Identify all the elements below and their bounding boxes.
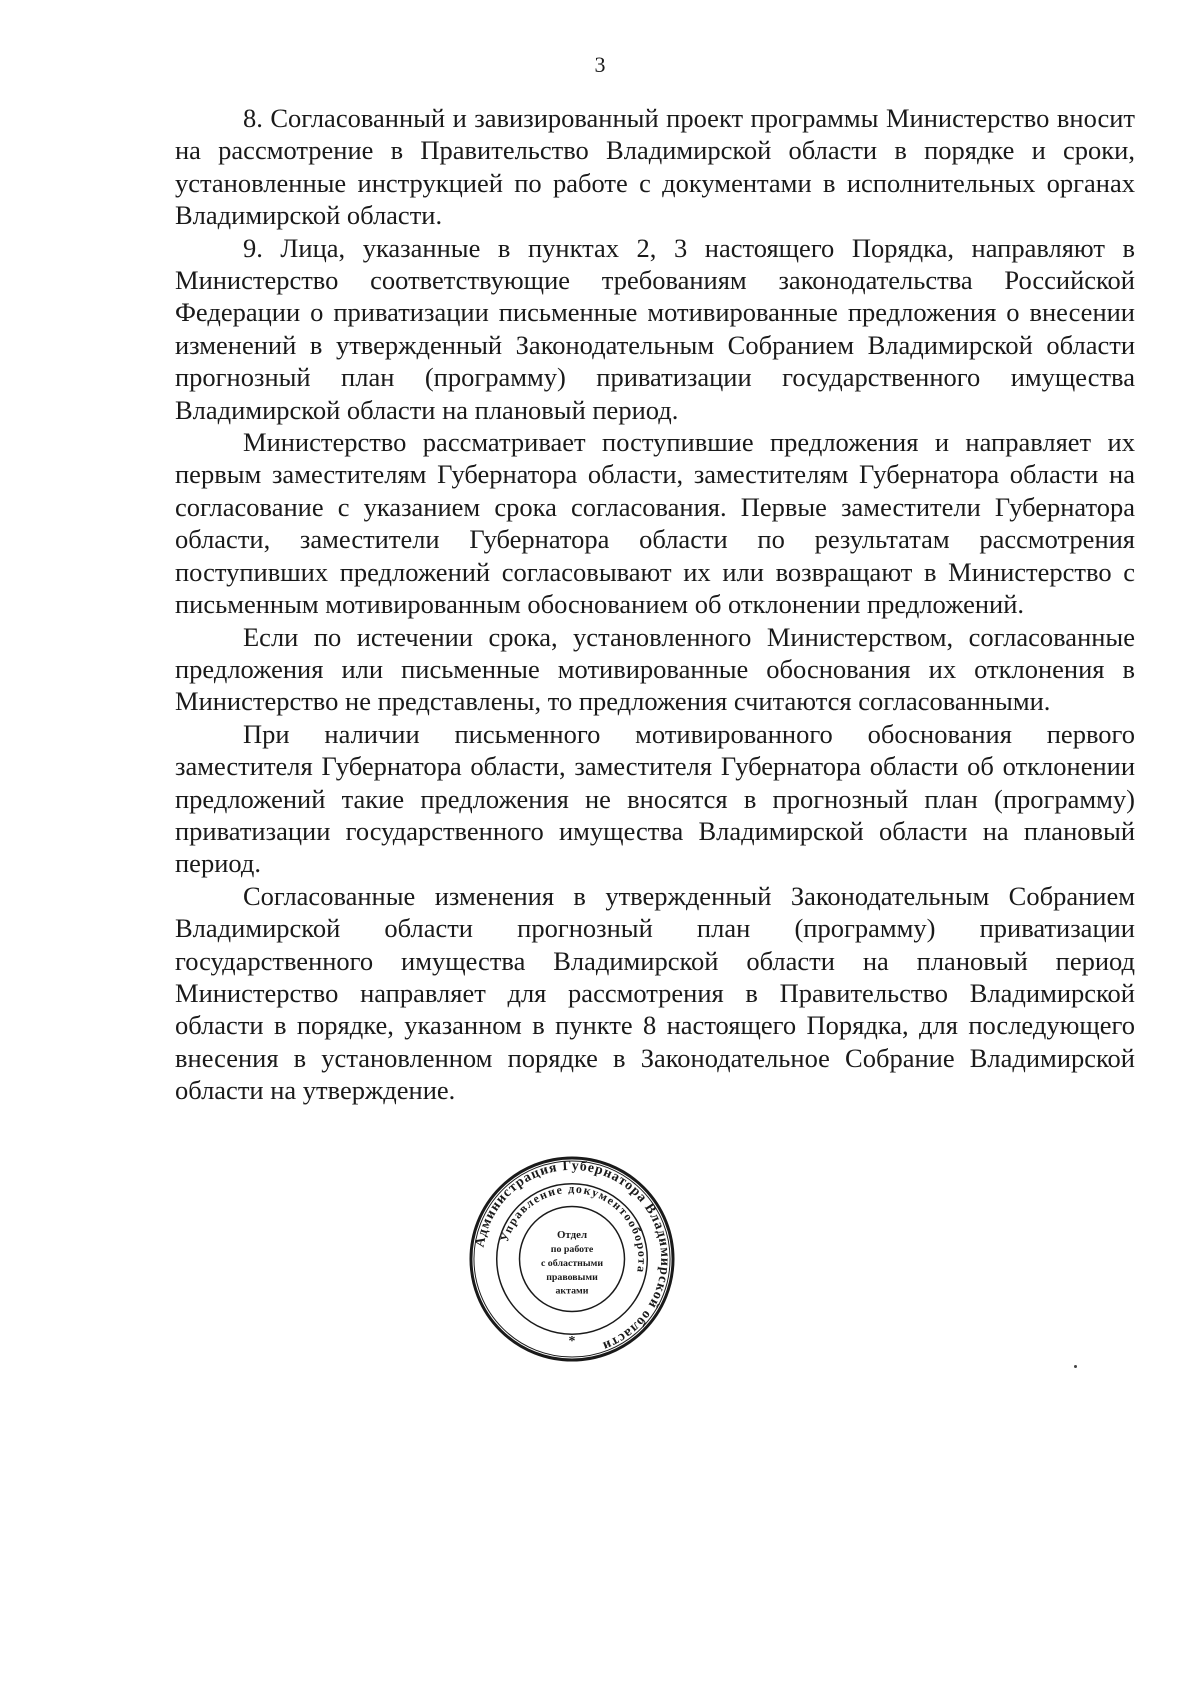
paragraph-review-procedure: Министерство рассматривает поступившие предложения и направляет их первым заместителям Губернатора области, заместителям Губернатора области на согласование с указанием срока согласования. Первые заместители Губернатора области, заместители Губернатора области по результатам рассмотрения поступивших предложений согласовывают их или возвращают в Министерство с письменным мотивированным обоснованием об отклонении предложений. (175, 427, 1135, 620)
seal-graphic (468, 1155, 676, 1363)
paragraph-item-9: 9. Лица, указанные в пунктах 2, 3 настоящего Порядка, направляют в Министерство соответствующие требованиям законодательства Российской Федерации о приватизации письменные мотивированные предложения о внесении изменений в утвержденный Законодательным Собранием Владимирской области прогнозный план (программу) приватизации государственного имущества Владимирской области на плановый период. (175, 232, 1135, 425)
official-seal-stamp (468, 1155, 676, 1363)
seal-center-line: по работе (550, 1244, 594, 1256)
seal-center-line: правовыми (546, 1271, 598, 1283)
seal-center-line: актами (555, 1285, 589, 1297)
paragraph-rejection: При наличии письменного мотивированного обоснования первого заместителя Губернатора области, заместителя Губернатора области об отклонении предложений такие предложения не вносятся в прогнозный план (программу) приватизации государственного имущества Владимирской области на плановый период. (175, 718, 1135, 879)
document-body (175, 102, 1135, 1107)
paragraph-submission: Согласованные изменения в утвержденный Законодательным Собранием Владимирской области прогнозный план (программу) приватизации государственного имущества Владимирской области на плановый период Министерство направляет для рассмотрения в Правительство Владимирской области в порядке, указанном в пункте 8 настоящего Порядка, для последующего внесения в установленном порядке в Законодательное Собрание Владимирской области на утверждение. (175, 880, 1135, 1106)
page-number: 3 (594, 52, 606, 77)
seal-outer-ring-text: Администрация Губернатора Владимирской области (471, 1157, 674, 1355)
paragraph-item-8: 8. Согласованный и завизированный проект программы Министерство вносит на рассмотрение в Правительство Владимирской области в порядке и сроки, установленные инструкцией по работе с документами в исполнительных органах Владимирской области. (175, 103, 1135, 231)
scan-speck (1074, 1365, 1077, 1368)
paragraph-deemed-approved: Если по истечении срока, установленного Министерством, согласованные предложения или письменные мотивированные обоснования их отклонения в Министерство не представлены, то предложения считаются согласованными. (175, 621, 1135, 717)
seal-star-icon: * (568, 1333, 576, 1349)
seal-inner-ring-text: Управление документооборота (497, 1181, 650, 1275)
seal-center-line: Отдел (556, 1229, 588, 1242)
seal-center-line: с областными (540, 1257, 604, 1269)
